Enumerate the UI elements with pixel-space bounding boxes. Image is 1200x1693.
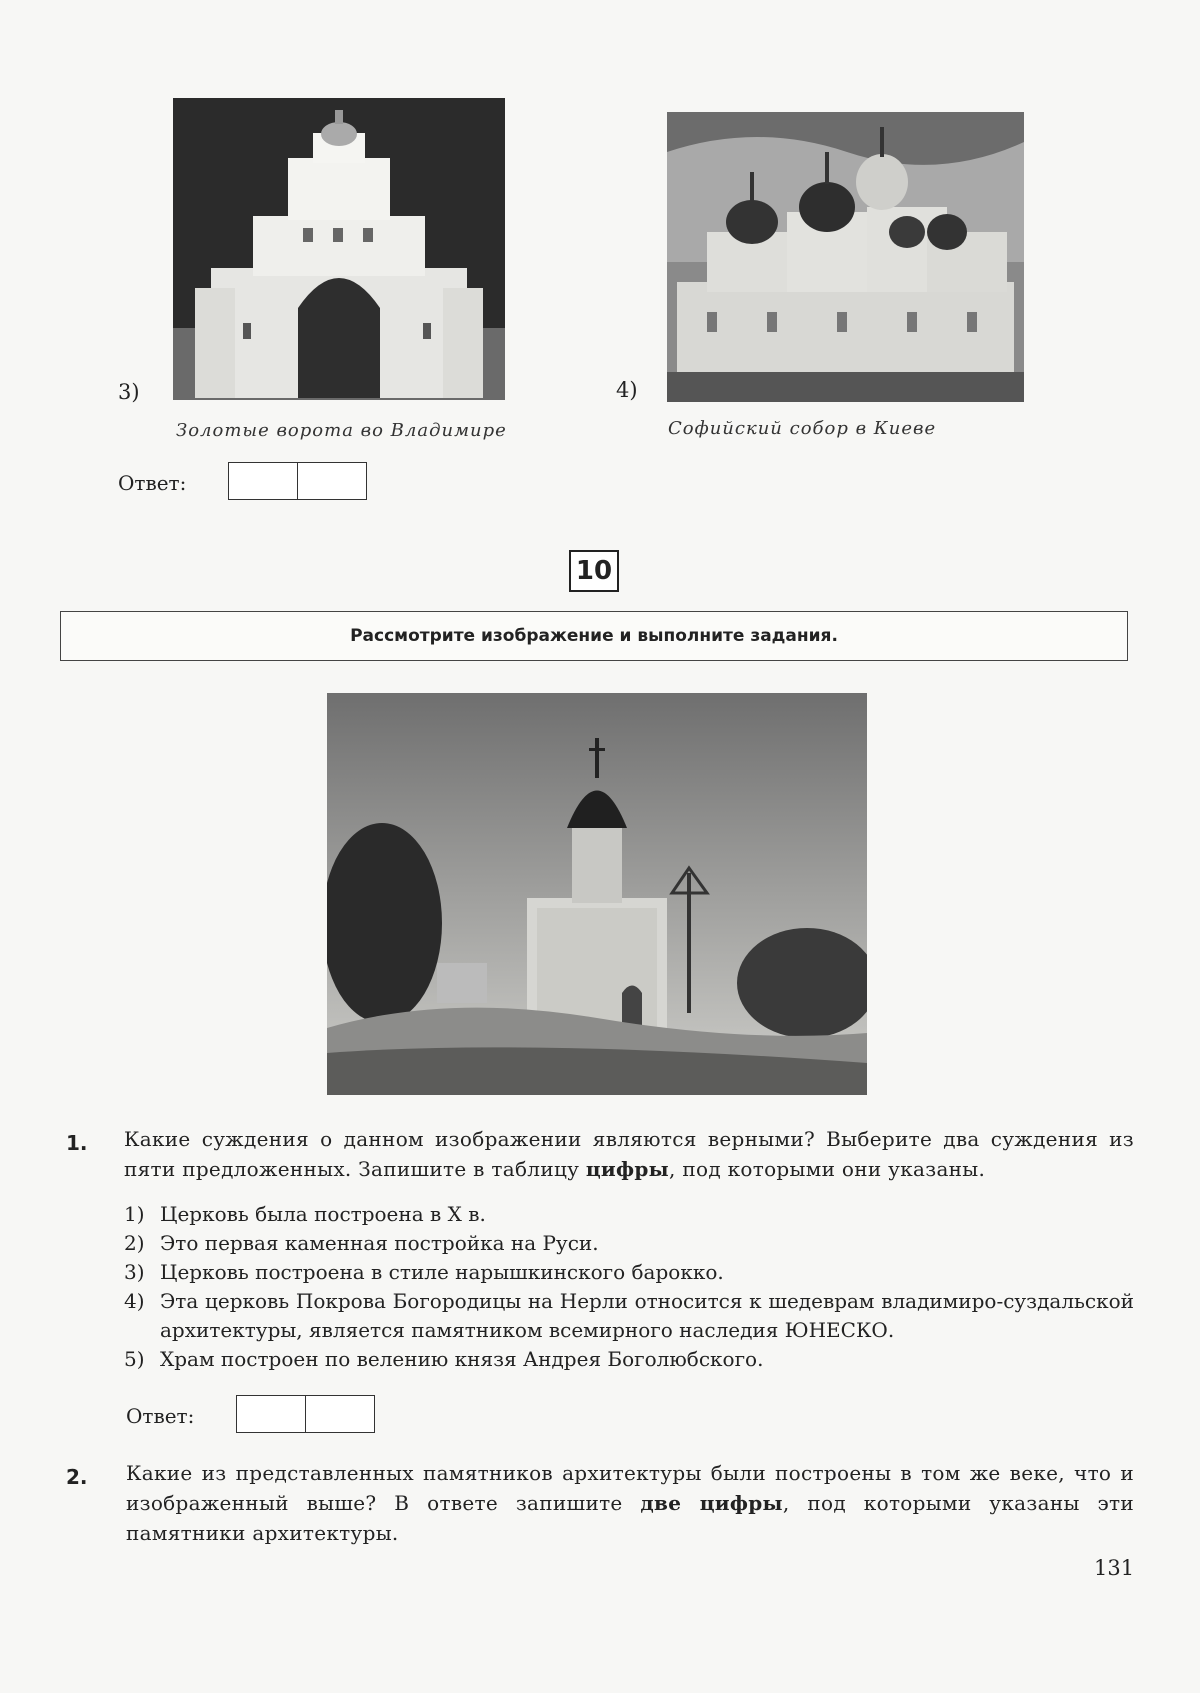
photo4-number: 4) [616, 378, 638, 402]
option-text: Церковь построена в стиле нарышкинского барокко. [160, 1260, 724, 1284]
answer-label-q1: Ответ: [126, 1404, 195, 1428]
question-2-text [126, 1458, 1134, 1548]
option-1 [124, 1200, 1134, 1229]
option-number: 5) [124, 1347, 145, 1371]
option-4 [124, 1287, 1134, 1345]
answer-cell[interactable] [237, 1396, 305, 1432]
option-text: Храм построен по велению князя Андрея Боголюбского. [160, 1347, 764, 1371]
question-1-text-end: , под которыми они указаны. [669, 1157, 986, 1181]
photo3-caption: Золотые ворота во Владимире [176, 420, 507, 441]
task-instruction: Рассмотрите изображение и выполните задания. [60, 611, 1128, 661]
option-2 [124, 1229, 1134, 1258]
task-number: 10 [569, 550, 619, 592]
option-text: Церковь была построена в X в. [160, 1202, 486, 1226]
answer-label-top: Ответ: [118, 471, 187, 495]
option-number: 4) [124, 1289, 145, 1313]
answer-cell[interactable] [297, 463, 366, 499]
page-number: 131 [1094, 1556, 1135, 1580]
question-2-text-bold: две цифры [640, 1491, 783, 1515]
photo-st-sophia-cathedral [667, 112, 1024, 402]
question-1-text-start: Какие суждения о данном изображении являются верными? Выберите два суждения из пяти предложенных. Запишите в таблицу [124, 1127, 1134, 1181]
question-1-text-bold: цифры [585, 1157, 670, 1181]
photo-church-on-nerl [327, 693, 867, 1095]
answer-cell[interactable] [229, 463, 297, 499]
option-5 [124, 1345, 1134, 1374]
question-1-options [124, 1200, 1134, 1374]
option-number: 2) [124, 1231, 145, 1255]
answer-box-top[interactable] [228, 462, 367, 500]
photo3-number: 3) [118, 380, 140, 404]
option-number: 3) [124, 1260, 145, 1284]
option-3 [124, 1258, 1134, 1287]
question-2-text-end: , под которыми указаны эти памятники архитектуры. [126, 1491, 1134, 1545]
option-number: 1) [124, 1202, 145, 1226]
photo4-caption: Софийский собор в Киеве [668, 418, 937, 439]
question-2-number: 2. [66, 1465, 88, 1489]
question-2-text-start: Какие из представленных памятников архитектуры были построены в том же веке, что и изображенный выше? В ответе запишите [126, 1461, 1134, 1515]
question-1-number: 1. [66, 1131, 88, 1155]
option-text: Это первая каменная постройка на Руси. [160, 1231, 599, 1255]
answer-box-q1[interactable] [236, 1395, 375, 1433]
photo-golden-gates [173, 98, 505, 400]
answer-cell[interactable] [305, 1396, 374, 1432]
option-text: Эта церковь Покрова Богородицы на Нерли относится к шедеврам владимиро-суздальской архитектуры, является памятником всемирного наследия ЮНЕСКО. [160, 1289, 1134, 1342]
question-1-text [124, 1124, 1134, 1184]
